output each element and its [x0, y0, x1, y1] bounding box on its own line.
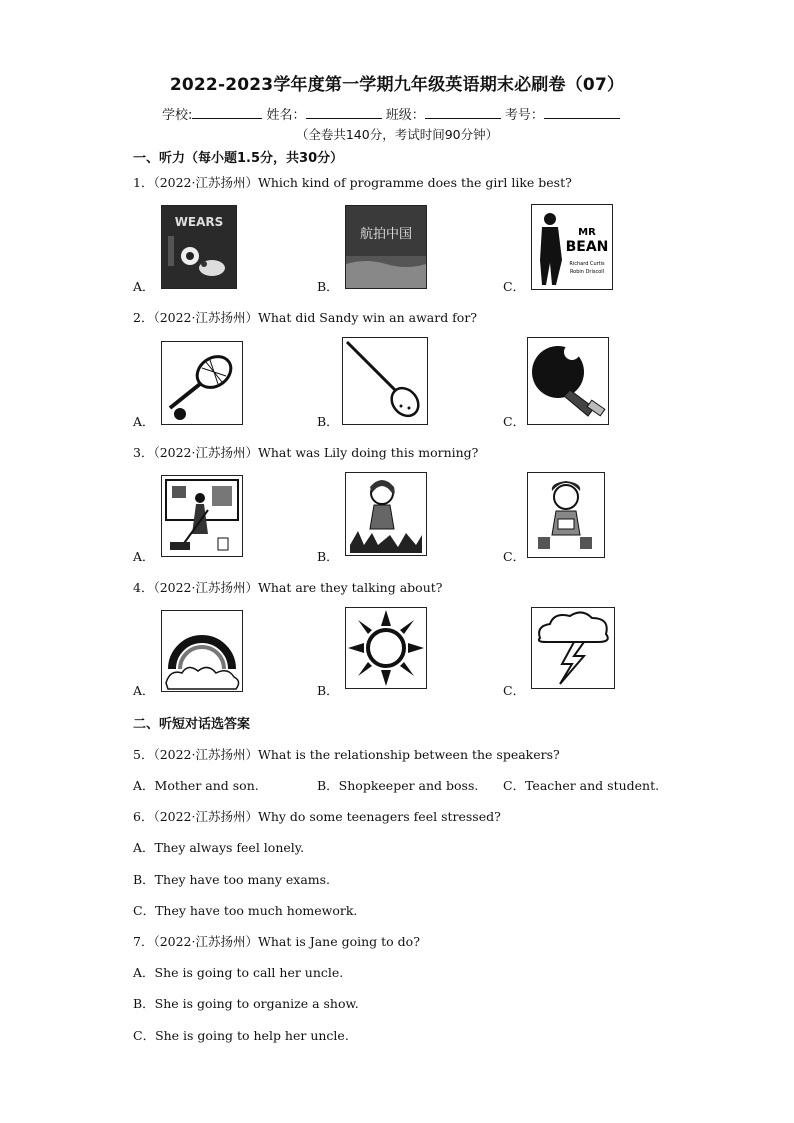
school-blank[interactable] [192, 106, 262, 119]
q4-option-b[interactable]: B． [317, 683, 339, 698]
section-2-heading: 二、听短对话选答案 [133, 717, 251, 732]
img-c-sub: Richard Curtis [569, 261, 605, 267]
exam-no-blank[interactable] [544, 106, 620, 119]
img-b-label: 航拍中国 [359, 227, 413, 242]
question-3: 3．（2022·江苏扬州）What was Lily doing this morning? [133, 445, 479, 460]
girl-gardening-image [345, 472, 427, 556]
cleaning-scene-image [161, 475, 243, 557]
tennis-racket-image [161, 341, 243, 425]
tv-show-image-a [161, 205, 237, 289]
q5-option-b[interactable]: B．Shopkeeper and boss. [317, 778, 479, 793]
question-7: 7．（2022·江苏扬州）What is Jane going to do? [133, 934, 420, 949]
q4-option-c[interactable]: C． [503, 683, 526, 698]
ping-pong-paddle-image [527, 337, 609, 425]
exam-note: （全卷共140分，考试时间90分钟） [295, 127, 499, 142]
img-c-sub2: Robin Driscoll [569, 269, 605, 275]
q3-option-c[interactable]: C． [503, 549, 526, 564]
badminton-racket-image [342, 337, 428, 425]
q1-option-c[interactable]: C． [503, 279, 526, 294]
q4-option-a[interactable]: A． [133, 683, 155, 698]
q1-option-b[interactable]: B． [317, 279, 339, 294]
q2-option-b[interactable]: B． [317, 414, 339, 429]
q7-option-c[interactable]: C．She is going to help her uncle. [133, 1028, 349, 1043]
q7-option-a[interactable]: A．She is going to call her uncle. [133, 965, 344, 980]
question-4: 4．（2022·江苏扬州）What are they talking about? [133, 580, 443, 595]
exam-no-label: 考号： [504, 108, 544, 123]
question-5: 5．（2022·江苏扬州）What is the relationship between the speakers? [133, 747, 560, 762]
img-a-label: WEARS [174, 215, 224, 229]
q3-option-a[interactable]: A． [133, 549, 155, 564]
q3-option-b[interactable]: B． [317, 549, 339, 564]
question-1: 1．（2022·江苏扬州）Which kind of programme does the girl like best? [133, 175, 572, 190]
q2-option-a[interactable]: A． [133, 414, 155, 429]
page-title: 2022-2023学年度第一学期九年级英语期末必刷卷（07） [169, 75, 625, 95]
q5-option-a[interactable]: A．Mother and son. [133, 778, 259, 793]
name-label: 姓名： [266, 108, 306, 123]
school-label: 学校: [162, 108, 193, 123]
tv-show-image-c [531, 204, 613, 290]
student-info-line [162, 104, 620, 123]
name-blank[interactable] [306, 106, 382, 119]
q6-option-a[interactable]: A．They always feel lonely. [133, 840, 305, 855]
img-c-top: MR [578, 227, 596, 238]
girl-reading-image [527, 472, 605, 558]
q6-option-c[interactable]: C．They have too much homework. [133, 903, 358, 918]
q1-option-a[interactable]: A． [133, 279, 155, 294]
question-6: 6．（2022·江苏扬州）Why do some teenagers feel stressed? [133, 809, 501, 824]
class-blank[interactable] [425, 106, 501, 119]
section-1-heading: 一、听力（每小题1.5分，共30分） [133, 151, 344, 166]
q2-option-c[interactable]: C． [503, 414, 526, 429]
rainbow-icon [161, 610, 243, 692]
q5-option-c[interactable]: C．Teacher and student. [503, 778, 660, 793]
sun-icon [345, 607, 427, 689]
class-label: 班级： [385, 108, 425, 123]
thunderstorm-icon [531, 607, 615, 689]
question-2: 2．（2022·江苏扬州）What did Sandy win an award for? [133, 310, 477, 325]
q6-option-b[interactable]: B．They have too many exams. [133, 872, 331, 887]
img-c-main: BEAN [565, 239, 609, 255]
q7-option-b[interactable]: B．She is going to organize a show. [133, 996, 359, 1011]
tv-show-image-b [345, 205, 427, 289]
